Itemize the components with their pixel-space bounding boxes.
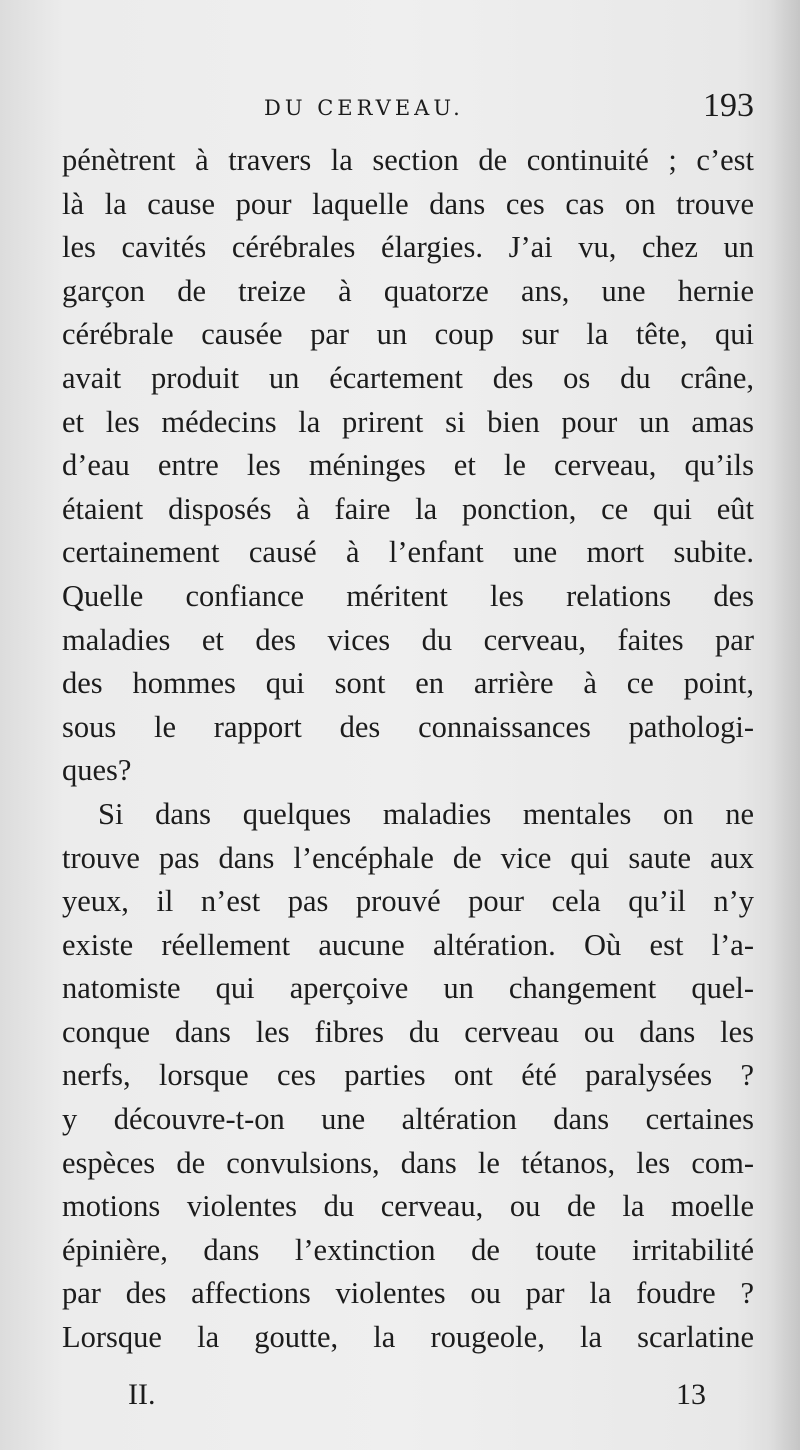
text-line: par des affections violentes ou par la foudre ? bbox=[62, 1276, 754, 1311]
text-line-paragraph-start: Si dans quelques maladies mentales on ne bbox=[98, 796, 754, 831]
text-line: maladies et des vices du cerveau, faites par bbox=[62, 622, 754, 657]
text-line: épinière, dans l’extinction de toute irritabilité bbox=[62, 1232, 754, 1267]
text-line: trouve pas dans l’encéphale de vice qui saute aux bbox=[62, 840, 754, 875]
text-line: cérébrale causée par un coup sur la tête, qui bbox=[62, 317, 754, 352]
text-line: là la cause pour laquelle dans ces cas on trouve bbox=[62, 186, 754, 221]
text-line: espèces de convulsions, dans le tétanos, les com- bbox=[62, 1145, 754, 1180]
text-line: des hommes qui sont en arrière à ce point, bbox=[62, 666, 754, 701]
text-line-paragraph-end: ques? bbox=[62, 753, 132, 788]
text-line: certainement causé à l’enfant une mort subite. bbox=[62, 535, 754, 570]
text-line: y découvre-t-on une altération dans certaines bbox=[62, 1102, 754, 1137]
text-line: d’eau entre les méninges et le cerveau, qu’ils bbox=[62, 448, 754, 483]
text-line: conque dans les fibres du cerveau ou dans les bbox=[62, 1014, 754, 1049]
text-line: yeux, il n’est pas prouvé pour cela qu’il n’y bbox=[62, 884, 754, 919]
text-line: natomiste qui aperçoive un changement quel- bbox=[62, 971, 754, 1006]
text-line: et les médecins la prirent si bien pour un amas bbox=[62, 404, 754, 439]
text-line: nerfs, lorsque ces parties ont été paralysées ? bbox=[62, 1058, 754, 1093]
text-line: Quelle confiance méritent les relations des bbox=[62, 578, 754, 613]
text-line: Lorsque la goutte, la rougeole, la scarlatine bbox=[62, 1320, 754, 1355]
text-line: pénètrent à travers la section de continuité ; c’est bbox=[62, 143, 754, 177]
sheet-number: 13 bbox=[676, 1378, 706, 1411]
text-line: étaient disposés à faire la ponction, ce qui eût bbox=[62, 491, 754, 526]
text-line: avait produit un écartement des os du crâne, bbox=[62, 360, 754, 395]
text-line: garçon de treize à quatorze ans, une hernie bbox=[62, 273, 754, 308]
text-line: sous le rapport des connaissances pathologi- bbox=[62, 709, 754, 744]
signature-mark: II. bbox=[128, 1378, 156, 1411]
text-line: les cavités cérébrales élargies. J’ai vu, chez un bbox=[62, 230, 754, 265]
page-edge-shadow bbox=[770, 0, 800, 1450]
text-line: existe réellement aucune altération. Où est l’a- bbox=[62, 927, 754, 962]
page-number: 193 bbox=[703, 87, 754, 124]
page-footer bbox=[62, 1373, 754, 1417]
running-title: DU CERVEAU. bbox=[264, 96, 464, 120]
body-text bbox=[62, 139, 754, 1360]
text-line: motions violentes du cerveau, ou de la moelle bbox=[62, 1189, 754, 1224]
running-head bbox=[62, 88, 754, 128]
